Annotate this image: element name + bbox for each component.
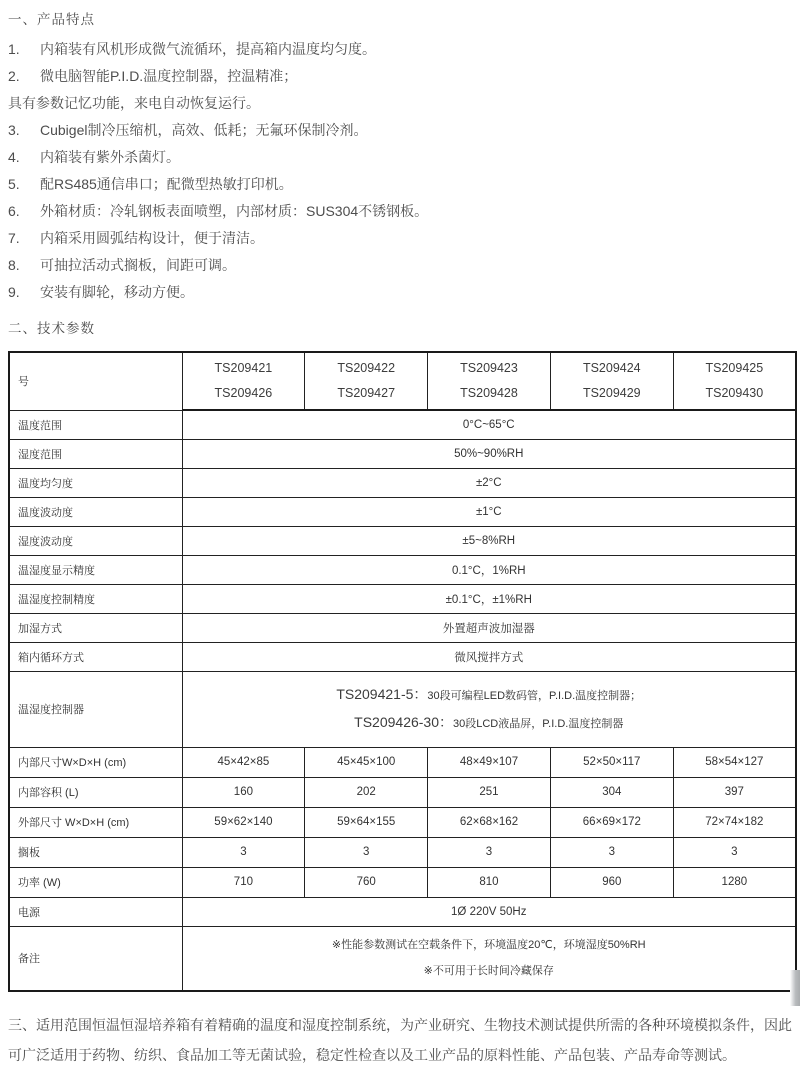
feature-item <box>8 174 795 194</box>
model-number: TS209430 <box>705 386 764 400</box>
features-list <box>8 39 795 302</box>
model-number: TS209423 <box>460 361 518 375</box>
model-number: TS209427 <box>337 386 396 400</box>
feature-number: 5. <box>8 176 20 192</box>
spec-row <box>9 439 796 468</box>
spec-value-cell: 59×62×140 <box>182 807 305 837</box>
spec-value-cell: 3 <box>305 837 428 867</box>
spec-label-cell: 电源 <box>9 897 182 926</box>
feature-number: 9. <box>8 284 20 300</box>
feature-number: 4. <box>8 149 20 165</box>
section-heading-specs: 二、技术参数 <box>8 321 95 336</box>
feature-number: 7. <box>8 230 20 246</box>
feature-item <box>8 147 795 167</box>
feature-item <box>8 93 795 113</box>
spec-label-cell: 内部容积 (L) <box>9 777 182 807</box>
model-header-cell <box>673 352 796 410</box>
spec-label-cell: 备注 <box>9 926 182 991</box>
spec-value-cell: 1280 <box>673 867 796 897</box>
controller-model: TS209426-30： <box>354 714 453 730</box>
spec-value-cell: 0°C~65°C <box>182 410 796 439</box>
spec-value-cell: 3 <box>550 837 673 867</box>
spec-label-cell: 箱内循环方式 <box>9 642 182 671</box>
controller-desc: 30段LCD液晶屏，P.I.D.温度控制器 <box>453 718 624 730</box>
spec-row <box>9 584 796 613</box>
model-number: TS209429 <box>582 386 641 400</box>
spec-label-cell: 温度均匀度 <box>9 468 182 497</box>
spec-label-cell: 功率 (W) <box>9 867 182 897</box>
spec-value-cell: 810 <box>428 867 551 897</box>
spec-value-cell: 760 <box>305 867 428 897</box>
spec-value-cell: 59×64×155 <box>305 807 428 837</box>
spec-row <box>9 747 796 777</box>
spec-row <box>9 555 796 584</box>
spec-value-cell: ±2°C <box>182 468 796 497</box>
spec-value-cell: 50%~90%RH <box>182 439 796 468</box>
spec-value-cell: 48×49×107 <box>428 747 551 777</box>
spec-value-cell: 3 <box>428 837 551 867</box>
spec-row <box>9 526 796 555</box>
feature-item <box>8 120 795 140</box>
specs-header-row <box>9 352 796 410</box>
feature-text: 内箱装有风机形成微气流循环，提高箱内温度均匀度。 <box>40 41 376 57</box>
model-number: TS209422 <box>337 361 396 375</box>
specs-table <box>8 351 797 992</box>
spec-value-cell: 3 <box>673 837 796 867</box>
spec-label-cell: 湿度范围 <box>9 439 182 468</box>
controller-model: TS209421-5： <box>336 686 428 702</box>
spec-value-cell: 397 <box>673 777 796 807</box>
controller-line <box>183 681 796 709</box>
spec-row <box>9 897 796 926</box>
spec-value-cell: 251 <box>428 777 551 807</box>
model-number: TS209428 <box>460 386 518 400</box>
model-header-cell <box>550 352 673 410</box>
spec-label-cell: 搁板 <box>9 837 182 867</box>
model-header-cell <box>182 352 305 410</box>
note-line: ※性能参数测试在空载条件下，环境温度20℃，环境湿度50%RH <box>331 939 646 952</box>
spec-row <box>9 807 796 837</box>
specs-table-body <box>9 410 796 991</box>
feature-item <box>8 282 795 302</box>
feature-text: 内箱采用圆弧结构设计，便于清洁。 <box>40 230 264 246</box>
specs-table-head <box>9 352 796 410</box>
spec-row-controller <box>9 671 796 747</box>
feature-text: 可抽拉活动式搁板，间距可调。 <box>40 257 236 273</box>
feature-number: 3. <box>8 122 20 138</box>
spec-value-cell: 45×42×85 <box>182 747 305 777</box>
model-number: TS209425 <box>705 361 764 375</box>
spec-row <box>9 777 796 807</box>
spec-label-cell: 湿度波动度 <box>9 526 182 555</box>
spec-value-cell: 3 <box>182 837 305 867</box>
feature-item <box>8 201 795 221</box>
feature-item <box>8 255 795 275</box>
spec-value-cell: 66×69×172 <box>550 807 673 837</box>
spec-value-cell: 外置超声波加湿器 <box>182 613 796 642</box>
spec-value-cell: 710 <box>182 867 305 897</box>
feature-text: 安装有脚轮，移动方便。 <box>40 284 194 300</box>
spec-row <box>9 613 796 642</box>
spec-row <box>9 497 796 526</box>
model-number: TS209421 <box>214 361 273 375</box>
spec-value-cell: ±0.1°C，±1%RH <box>182 584 796 613</box>
feature-number: 8. <box>8 257 20 273</box>
spec-row <box>9 410 796 439</box>
spec-label-cell: 加湿方式 <box>9 613 182 642</box>
spec-value-cell: 58×54×127 <box>673 747 796 777</box>
note-value-cell <box>182 926 796 991</box>
model-header-cell <box>428 352 551 410</box>
spec-value-cell: 62×68×162 <box>428 807 551 837</box>
spec-value-cell: 960 <box>550 867 673 897</box>
feature-text: 外箱材质：冷轧钢板表面喷塑，内部材质：SUS304不锈钢板。 <box>40 203 429 219</box>
model-header-label-cell: 号 <box>9 352 182 410</box>
spec-value-cell: ±1°C <box>182 497 796 526</box>
spec-value-cell: 304 <box>550 777 673 807</box>
spec-row <box>9 837 796 867</box>
section-heading-features: 一、产品特点 <box>8 12 95 27</box>
spec-value-cell: 0.1°C，1%RH <box>182 555 796 584</box>
controller-value-cell <box>182 671 796 747</box>
controller-line <box>183 709 796 737</box>
feature-item <box>8 39 795 59</box>
feature-item <box>8 228 795 248</box>
model-number: TS209424 <box>582 361 641 375</box>
spec-value-cell: 202 <box>305 777 428 807</box>
controller-desc: 30段可编程LED数码管，P.I.D.温度控制器； <box>427 690 642 702</box>
vertical-scrollbar-thumb[interactable] <box>790 970 800 1006</box>
spec-label-cell: 外部尺寸 W×D×H (cm) <box>9 807 182 837</box>
spec-label-cell: 内部尺寸W×D×H (cm) <box>9 747 182 777</box>
spec-label-cell: 温度波动度 <box>9 497 182 526</box>
spec-label-cell: 温湿度控制器 <box>9 671 182 747</box>
spec-row <box>9 468 796 497</box>
spec-value-cell: 45×45×100 <box>305 747 428 777</box>
feature-text: 配RS485通信串口；配微型热敏打印机。 <box>40 176 293 192</box>
spec-label-cell: 温湿度控制精度 <box>9 584 182 613</box>
application-paragraph: 三、适用范围恒温恒湿培养箱有着精确的温度和湿度控制系统，为产业研究、生物技术测试提供所需的各种环境模拟条件，因此可广泛适用于药物、纺织、食品加工等无菌试验，稳定性检查以及工业产品的原料性能、产品包装、产品寿命等测试。 <box>8 1017 792 1063</box>
feature-item <box>8 66 795 86</box>
spec-value-cell: 160 <box>182 777 305 807</box>
feature-text: 具有参数记忆功能，来电自动恢复运行。 <box>8 95 260 111</box>
spec-label-cell: 温湿度显示精度 <box>9 555 182 584</box>
spec-value-cell: ±5~8%RH <box>182 526 796 555</box>
spec-value-cell: 72×74×182 <box>673 807 796 837</box>
feature-text: 微电脑智能P.I.D.温度控制器，控温精准； <box>40 68 298 84</box>
feature-number: 6. <box>8 203 20 219</box>
spec-row-note <box>9 926 796 991</box>
spec-value-cell: 52×50×117 <box>550 747 673 777</box>
feature-number: 2. <box>8 68 20 84</box>
feature-text: 内箱装有紫外杀菌灯。 <box>40 149 180 165</box>
spec-row <box>9 867 796 897</box>
model-header-cell <box>305 352 428 410</box>
feature-number: 1. <box>8 41 20 57</box>
spec-label-cell: 温度范围 <box>9 410 182 439</box>
spec-value-cell: 微风搅拌方式 <box>182 642 796 671</box>
note-line: ※不可用于长时间冷藏保存 <box>423 965 554 978</box>
spec-row <box>9 642 796 671</box>
feature-text: Cubigel制冷压缩机，高效、低耗；无氟环保制冷剂。 <box>40 122 368 138</box>
spec-value-cell: 1Ø 220V 50Hz <box>182 897 796 926</box>
model-number: TS209426 <box>214 386 273 400</box>
